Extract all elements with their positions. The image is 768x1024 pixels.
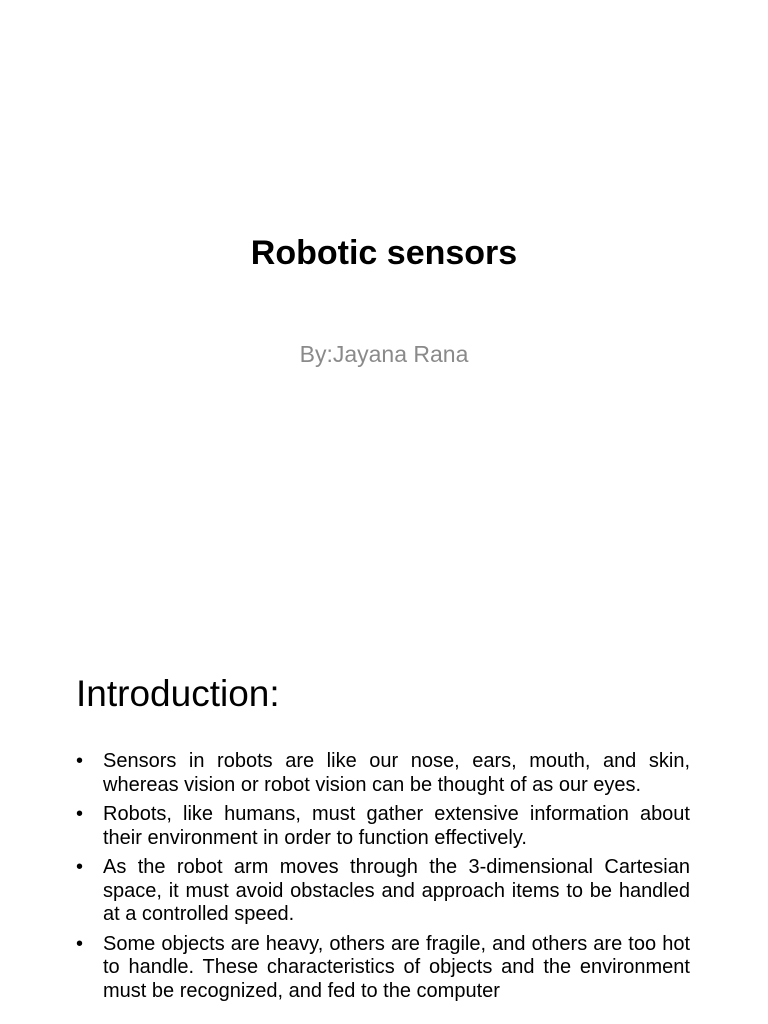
- bullet-item: [76, 803, 690, 850]
- bullet-icon: •: [76, 856, 84, 878]
- bullet-item: [76, 856, 690, 927]
- bullet-list: [76, 750, 690, 1009]
- bullet-text: As the robot arm moves through the 3-dimensional Cartesian space, it must avoid obstacles and approach items to be handled at a controlled speed.: [103, 856, 690, 925]
- bullet-text: Robots, like humans, must gather extensive information about their environment in order to function effectively.: [103, 803, 690, 849]
- slide-subtitle-author: By:Jayana Rana: [299, 341, 469, 367]
- slide-title: Robotic sensors: [250, 234, 518, 272]
- introduction-slide: [0, 576, 768, 1024]
- bullet-item: [76, 933, 690, 1004]
- bullet-text: Some objects are heavy, others are fragile, and others are too hot to handle. These characteristics of objects and the environment must be recognized, and fed to the computer: [103, 932, 690, 1002]
- bullet-icon: •: [76, 750, 84, 772]
- introduction-heading: Introduction:: [76, 673, 280, 714]
- bullet-item: [76, 750, 690, 797]
- bullet-text: Sensors in robots are like our nose, ears, mouth, and skin, whereas vision or robot vision can be thought of as our eyes.: [103, 750, 690, 796]
- bullet-icon: •: [76, 932, 84, 955]
- bullet-icon: •: [76, 803, 84, 825]
